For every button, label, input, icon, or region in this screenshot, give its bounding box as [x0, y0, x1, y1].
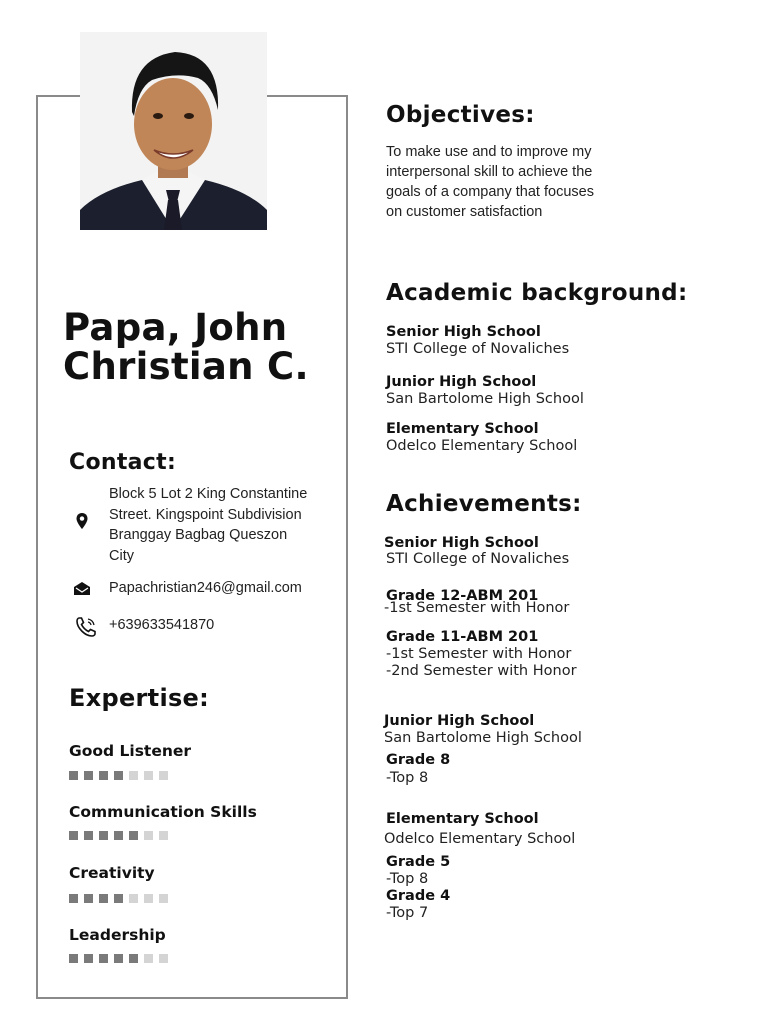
skill-name: Communication Skills	[69, 803, 257, 821]
name-line-1: Papa, John	[63, 306, 288, 349]
address-line: Street. Kingspoint Subdivision	[109, 506, 302, 523]
skill-square-empty	[159, 771, 168, 780]
achievement-item: -1st Semester with Honor	[386, 646, 572, 662]
achievement-school: STI College of Novaliches	[386, 551, 570, 567]
objective-line: To make use and to improve my	[386, 144, 592, 160]
skill-square-filled	[114, 894, 123, 903]
objective-line: interpersonal skill to achieve the	[386, 164, 593, 180]
objectives-heading: Objectives:	[386, 102, 535, 128]
achievement-item: -Top 8	[386, 770, 429, 786]
skill-square-empty	[159, 831, 168, 840]
skill-square-empty	[159, 954, 168, 963]
address-line: City	[109, 547, 134, 564]
skill-square-empty	[144, 831, 153, 840]
contact-heading: Contact:	[69, 450, 177, 475]
skill-square-filled	[69, 771, 78, 780]
skill-square-filled	[84, 894, 93, 903]
skill-square-empty	[129, 894, 138, 903]
achievement-level: Junior High School	[384, 713, 535, 729]
achievements-heading: Achievements:	[386, 491, 582, 517]
skill-square-filled	[69, 954, 78, 963]
contact-address	[109, 484, 329, 566]
achievement-grade: Grade 12-ABM 201	[386, 588, 539, 604]
skill-square-filled	[84, 954, 93, 963]
achievement-grade: Grade 11-ABM 201	[386, 629, 539, 645]
skill-square-filled	[114, 771, 123, 780]
achievement-school: Odelco Elementary School	[384, 831, 576, 847]
academic-school: STI College of Novaliches	[386, 341, 570, 357]
objective-line: on customer satisfaction	[386, 204, 543, 220]
name-line-2: Christian C.	[63, 345, 309, 388]
skill-square-empty	[144, 954, 153, 963]
envelope-icon	[72, 579, 92, 599]
academic-level: Senior High School	[386, 324, 541, 340]
address-line: Branggay Bagbag Queszon	[109, 527, 288, 543]
expertise-heading: Expertise:	[69, 684, 210, 712]
achievement-level: Elementary School	[386, 811, 539, 827]
academic-level: Elementary School	[386, 421, 539, 437]
academic-level: Junior High School	[386, 374, 537, 390]
skill-square-filled	[129, 954, 138, 963]
achievement-grade: Grade 8	[386, 752, 451, 768]
achievement-item: -2nd Semester with Honor	[386, 663, 577, 679]
achievement-grade: Grade 4	[386, 888, 451, 904]
location-pin-icon	[72, 511, 92, 531]
address-line: Block 5 Lot 2 King Constantine	[109, 486, 308, 502]
achievement-school: San Bartolome High School	[384, 730, 582, 746]
achievement-item: -Top 7	[386, 905, 429, 921]
skill-square-empty	[144, 771, 153, 780]
academic-heading: Academic background:	[386, 280, 688, 306]
skill-square-filled	[129, 831, 138, 840]
contact-email[interactable]: Papachristian246@gmail.com	[109, 580, 302, 596]
skill-square-empty	[129, 771, 138, 780]
achievement-grade: Grade 5	[386, 854, 451, 870]
skill-square-filled	[99, 831, 108, 840]
skill-square-filled	[99, 894, 108, 903]
skill-square-empty	[159, 894, 168, 903]
skill-name: Creativity	[69, 864, 155, 882]
objective-line: goals of a company that focuses	[386, 184, 594, 200]
skill-square-empty	[144, 894, 153, 903]
phone-icon	[74, 615, 98, 639]
achievement-level: Senior High School	[384, 535, 539, 551]
candidate-name	[63, 308, 343, 386]
skill-square-filled	[114, 831, 123, 840]
contact-phone[interactable]: +639633541870	[109, 617, 215, 633]
achievement-item: -Top 8	[386, 871, 429, 887]
profile-photo	[80, 32, 267, 230]
skill-square-filled	[99, 954, 108, 963]
achievement-item: -1st Semester with Honor	[384, 600, 570, 616]
academic-school: Odelco Elementary School	[386, 438, 578, 454]
skill-square-filled	[99, 771, 108, 780]
skill-square-filled	[84, 771, 93, 780]
academic-school: San Bartolome High School	[386, 391, 584, 407]
skill-square-filled	[114, 954, 123, 963]
skill-square-filled	[69, 831, 78, 840]
objectives-text	[386, 142, 626, 222]
skill-name: Good Listener	[69, 742, 192, 760]
skill-name: Leadership	[69, 926, 166, 944]
skill-square-filled	[69, 894, 78, 903]
skill-square-filled	[84, 831, 93, 840]
